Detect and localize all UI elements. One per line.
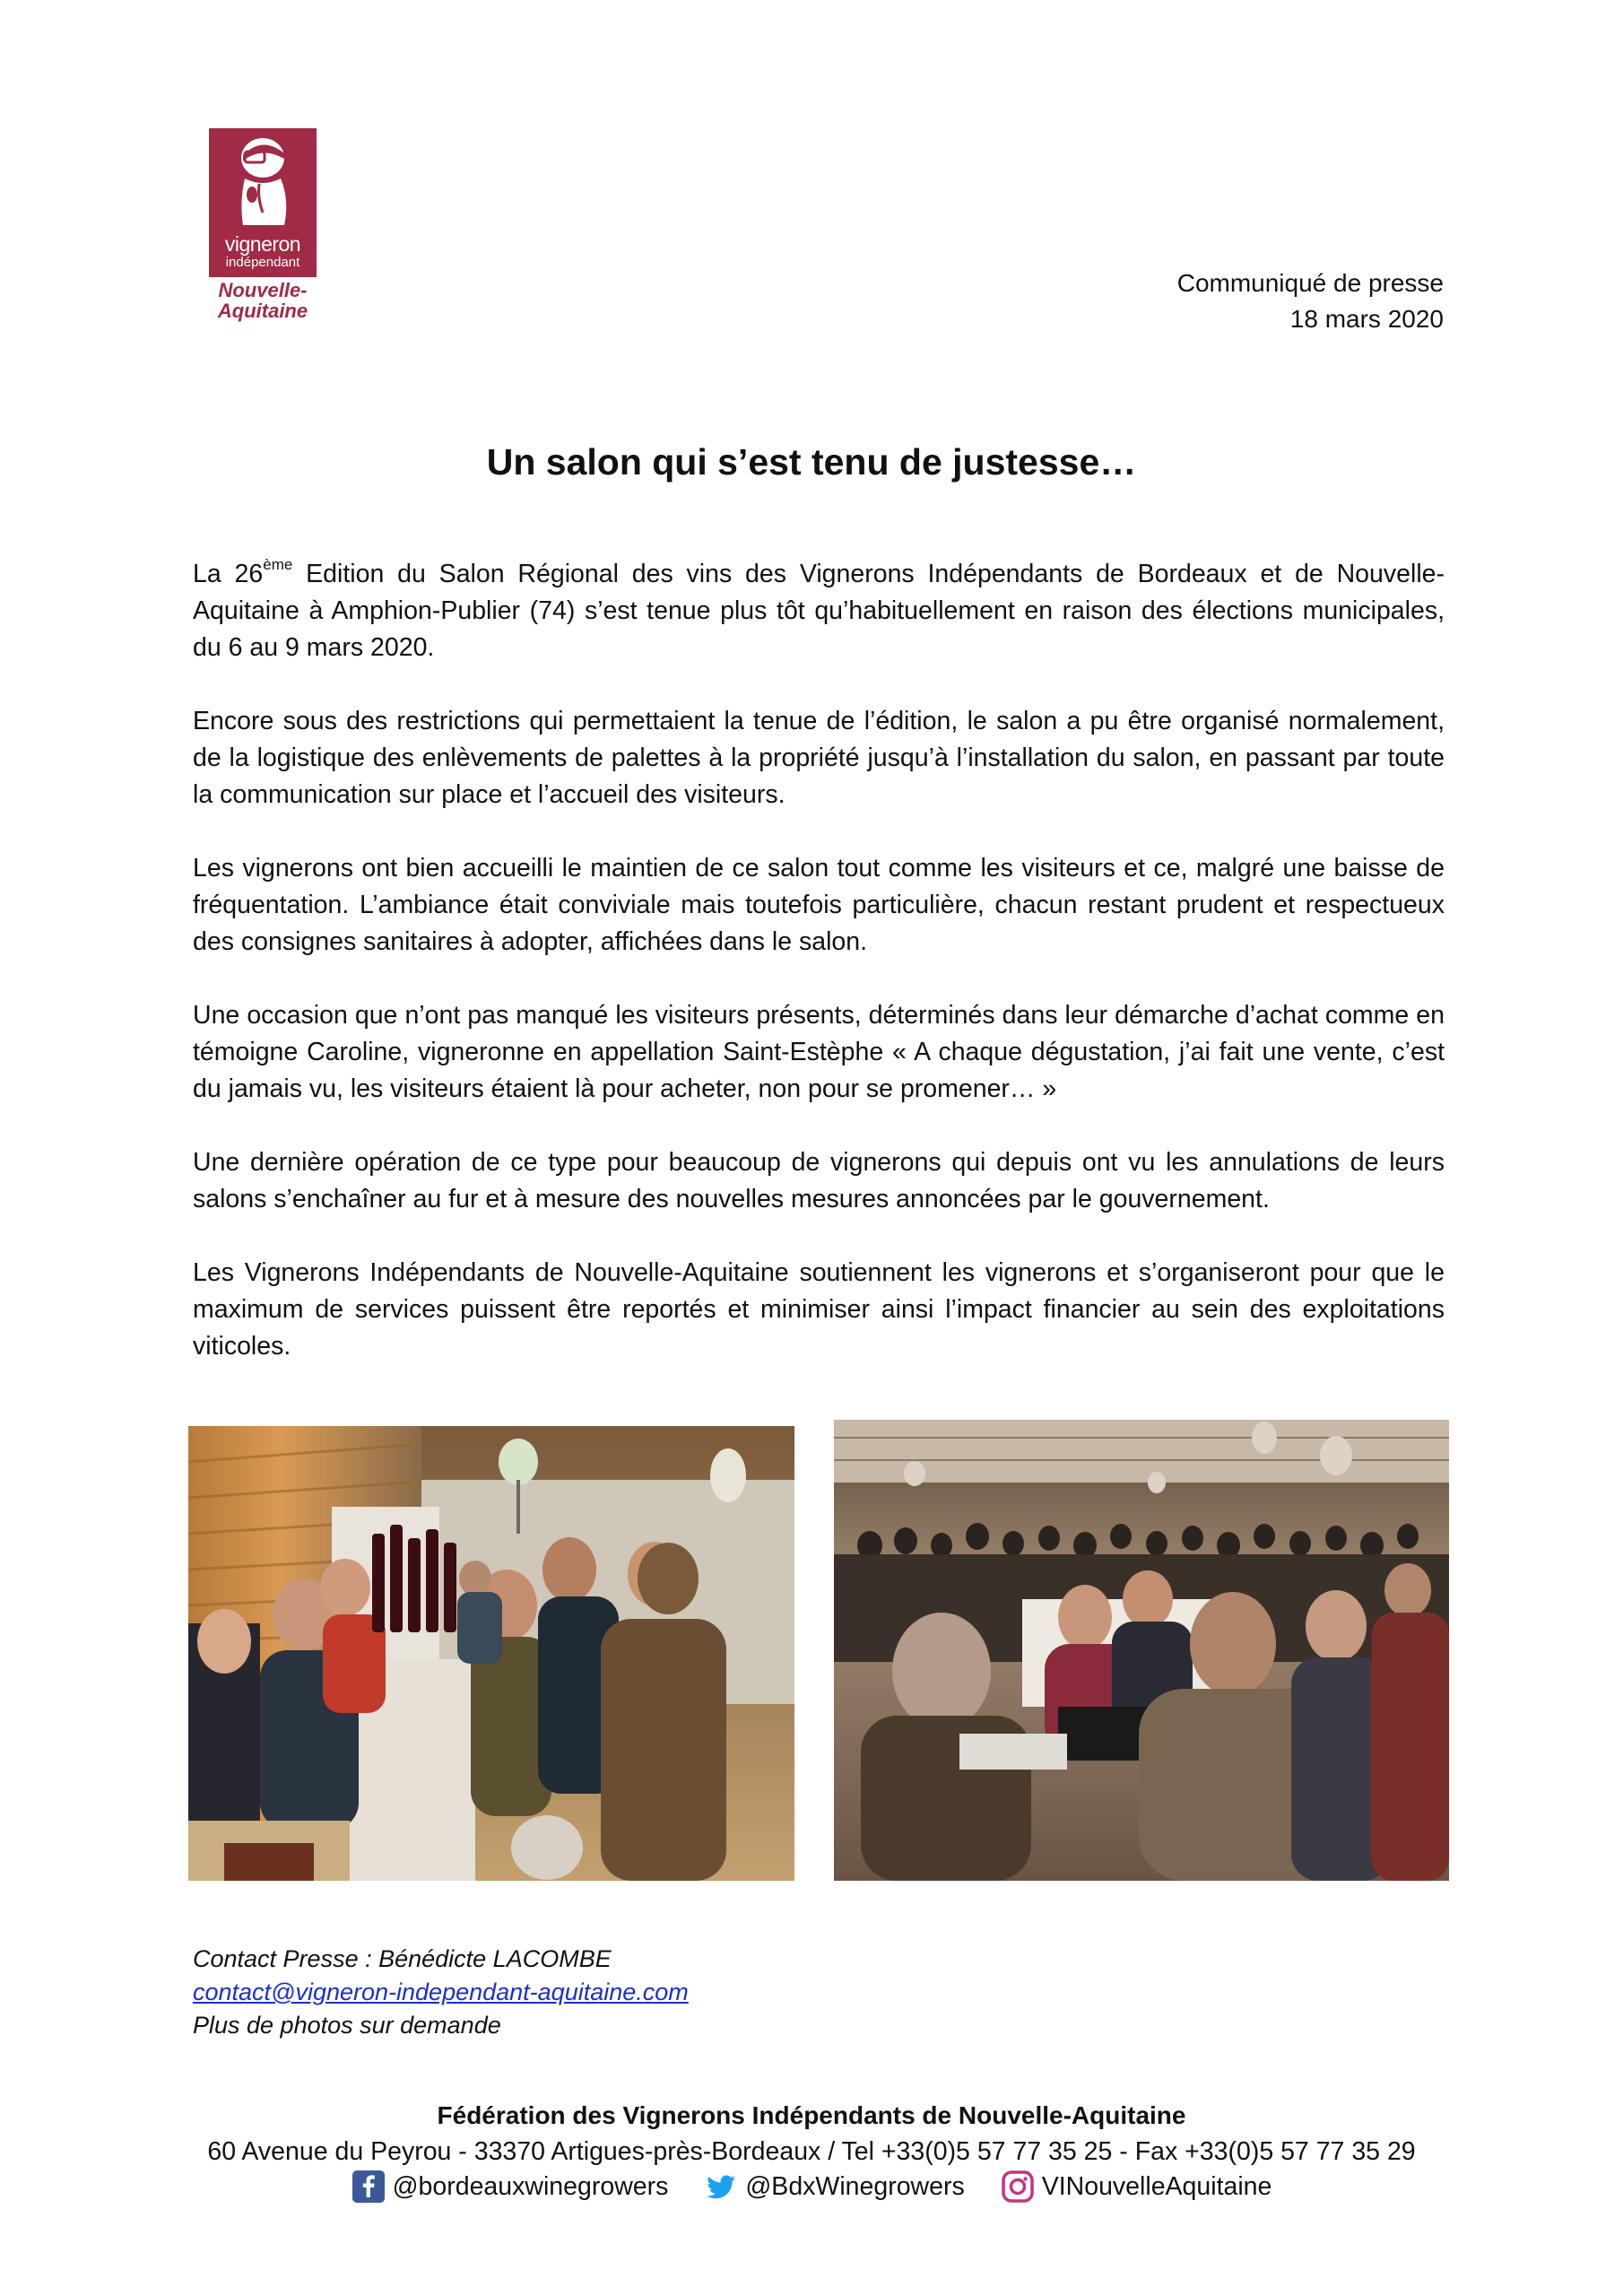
page-title: Un salon qui s’est tenu de justesse… [486,441,1137,483]
logo-word: vigneron [224,232,301,256]
paragraph-1 [193,556,1445,666]
ordinal-suffix: ème [263,556,293,573]
paragraph-1-lead: La 26 [193,560,264,588]
document-type: Communiqué de presse [1176,269,1444,297]
paragraph-4: Une occasion que n’ont pas manqué les visiteurs présents, déterminés dans leur démarche d’achat comme en témoigne Caroline, vigneronne en appellation Saint-Estèphe « A chaque dégustation, j’ai fait une vente, c’est du jamais vu, les visiteurs étaient là pour acheter, non pour se promener… » [193,1001,1445,1103]
logo-region-line1: Nouvelle- [218,279,308,301]
paragraph-1-rest: Edition du Salon Régional des vins des Vignerons Indépendants de Bordeaux et de Nouvelle-Aquitaine à Amphion-Publier (74) s’est tenue plus tôt qu’habituellement en raison des élections municipales, du 6 au 9 mars 2020. [193,560,1445,662]
paragraph-6: Les Vignerons Indépendants de Nouvelle-Aquitaine soutiennent les vignerons et s’organiseront pour que le maximum de services puissent être reportés et minimiser ainsi l’impact financier au sein des exploitations viticoles. [193,1258,1445,1361]
twitter-link[interactable] [704,2170,964,2204]
press-contact [193,1943,689,2042]
twitter-handle: @BdxWinegrowers [745,2171,965,2201]
footer-address: 60 Avenue du Peyrou - 33370 Artigues-près-Bordeaux / Tel +33(0)5 57 77 35 25 - Fax +33(0)5 57 77 35 29 [207,2137,1416,2166]
vigneron-logo [209,128,317,322]
contact-label: Contact Presse : Bénédicte LACOMBE [193,1945,612,1972]
paragraph-3: Les vignerons ont bien accueilli le maintien de ce salon tout comme les visiteurs et ce, malgré une baisse de fréquentation. L’ambiance était conviviale mais toutefois particulière, chacun restant prudent et respectueux des consignes sanitaires à adopter, affichées dans le salon. [193,854,1445,956]
twitter-icon [704,2170,738,2204]
paragraph-2: Encore sous des restrictions qui permettaient la tenue de l’édition, le salon a pu être organisé normalement, de la logistique des enlèvements de palettes à la propriété jusqu’à l’installation du salon, en passant par toute la communication sur place et l’accueil des visiteurs. [193,707,1445,809]
contact-email-link[interactable]: contact@vigneron-independant-aquitaine.com [193,1979,689,2005]
paragraph-5: Une dernière opération de ce type pour beaucoup de vignerons qui depuis ont vu les annulations de leurs salons s’enchaîner au fur et à mesure des nouvelles mesures annoncées par le gouvernement. [193,1148,1445,1213]
instagram-link[interactable] [1001,2170,1272,2204]
facebook-icon [352,2170,386,2204]
salon-photo-stand [188,1426,794,1881]
logo-mark [209,128,317,277]
social-links [0,2169,1623,2205]
document-date: 18 mars 2020 [1289,305,1444,333]
logo-region-line2: Aquitaine [217,300,308,322]
logo-subword: indépendant [225,255,300,270]
facebook-link[interactable] [352,2170,669,2204]
facebook-handle: @bordeauxwinegrowers [392,2171,669,2201]
press-release-body [193,556,1445,1402]
footer-organization: Fédération des Vignerons Indépendants de Nouvelle-Aquitaine [437,2101,1186,2129]
salon-photo-hall [834,1420,1449,1881]
contact-note: Plus de photos sur demande [193,2012,501,2039]
instagram-icon [1001,2170,1035,2204]
instagram-handle: VINouvelleAquitaine [1041,2171,1272,2201]
